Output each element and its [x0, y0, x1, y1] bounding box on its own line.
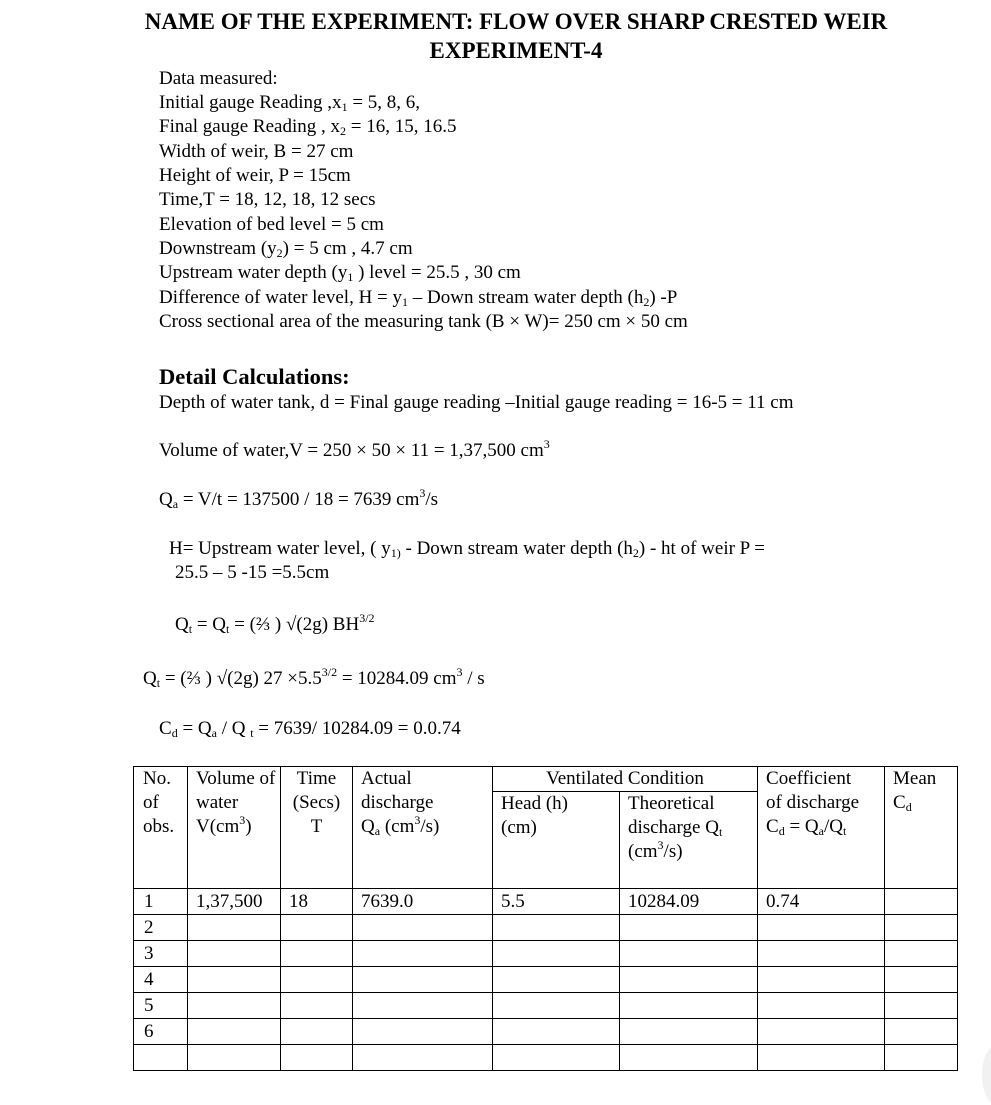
table-row: [134, 889, 958, 915]
cell-actual: [353, 993, 493, 1019]
downstream-depth: Downstream $(y_2) = 5$ cm , 4.7 cm: [159, 238, 413, 260]
cell-head: [493, 1019, 620, 1045]
actual-discharge-calc: $Q_a = V/t = 137500 / 18 = 7639$ $cm^3/s$: [159, 486, 439, 511]
cell-no: 6: [134, 1019, 188, 1045]
coefficient-calc: $C_d = Q_a / Q$ $_t$ = 7639/ 10284.09 = 0.0.74: [159, 718, 461, 740]
header-mean-cd: Mean $C_d$: [885, 767, 958, 889]
cell-time: [281, 993, 353, 1019]
cell-time: [281, 941, 353, 967]
cell-mean: [885, 941, 958, 967]
cell-coef: 0.74: [758, 889, 885, 915]
header-head: Head (h) (cm): [493, 792, 620, 889]
cell-coef: [758, 941, 885, 967]
cell-volume: [188, 1045, 281, 1071]
cell-time: [281, 915, 353, 941]
cell-mean: [885, 1045, 958, 1071]
cell-no: [134, 1045, 188, 1071]
cell-actual: [353, 941, 493, 967]
head-calc: H= Upstream water level, ( $y_{1)}$ - Down stream water depth $(h_2)$ - ht of weir P =: [169, 538, 766, 560]
cell-coef: [758, 1019, 885, 1045]
table-row: [134, 1019, 958, 1045]
cell-time: [281, 967, 353, 993]
cell-no: 5: [134, 993, 188, 1019]
cell-no: 4: [134, 967, 188, 993]
header-volume: Volume of water $V(cm^3)$: [188, 767, 281, 889]
cell-theoretical: [620, 1045, 758, 1071]
cell-head: [493, 915, 620, 941]
cell-theoretical: [620, 993, 758, 1019]
theoretical-discharge-calc: $Q_t$ = (⅔ ) √(2g) $27 \times 5.5^{3/2} = 10284.09$ $cm^3$ / s: [143, 665, 485, 690]
header-actual-discharge: Actual discharge $Q_a$ $(cm^3/s)$: [353, 767, 493, 889]
head-calc-result: 25.5 – 5 -15 =5.5cm: [175, 562, 330, 583]
upstream-depth: Upstream water depth ($y_1$ ) level = 25.5 , 30 cm: [159, 262, 521, 284]
experiment-number: EXPERIMENT-4: [429, 38, 603, 63]
cell-volume: [188, 1019, 281, 1045]
cell-head: 5.5: [493, 889, 620, 915]
time-values: Time,T = 18, 12, 18, 12 secs: [159, 189, 376, 210]
volume-calc: Volume of water,V = 250 × 50 × 11 = 1,37,500 $cm^3$: [159, 437, 550, 461]
table-row: [134, 1045, 958, 1071]
cell-no: 3: [134, 941, 188, 967]
cell-mean: [885, 993, 958, 1019]
cell-head: [493, 967, 620, 993]
cell-coef: [758, 915, 885, 941]
cell-time: [281, 1045, 353, 1071]
cell-coef: [758, 967, 885, 993]
cell-head: [493, 941, 620, 967]
header-theoretical-discharge: Theoretical discharge $Q_t$ $(cm^3/s)$: [620, 792, 758, 889]
cell-theoretical: [620, 915, 758, 941]
tank-depth-calc: Depth of water tank, d = Final gauge reading –Initial gauge reading = 16-5 = 11 cm: [159, 392, 794, 413]
cell-mean: [885, 915, 958, 941]
cell-actual: [353, 1045, 493, 1071]
observation-rows: [134, 889, 958, 1071]
cell-mean: [885, 1019, 958, 1045]
header-coefficient: Coefficient of discharge $C_d = Q_a/Q_t$: [758, 767, 885, 889]
observation-table: [133, 766, 958, 1071]
detail-calculations-heading: Detail Calculations:: [159, 364, 350, 389]
cell-coef: [758, 1045, 885, 1071]
cell-coef: [758, 993, 885, 1019]
weir-width: Width of weir, B = 27 cm: [159, 141, 354, 162]
cell-theoretical: [620, 941, 758, 967]
header-ventilated-condition: Ventilated Condition: [493, 767, 758, 792]
cell-actual: [353, 967, 493, 993]
table-row: [134, 941, 958, 967]
water-level-difference: Difference of water level, $H = y_1$ – Down stream water depth $(h_2)$ -P: [159, 287, 678, 309]
cell-actual: 7639.0: [353, 889, 493, 915]
cell-no: 2: [134, 915, 188, 941]
final-gauge-reading: Final gauge Reading , $x_2 = 16$, 15, 16.5: [159, 116, 457, 138]
table-row: [134, 993, 958, 1019]
tank-cross-section: Cross sectional area of the measuring tank (B × W)= 250 cm × 50 cm: [159, 311, 688, 332]
header-no-of-obs: No. of obs.: [134, 767, 188, 889]
cell-actual: [353, 915, 493, 941]
theoretical-discharge-formula: $Q_t = Q_t$ = (⅔ ) √(2g) $BH^{3/2}$: [175, 611, 375, 636]
cell-head: [493, 993, 620, 1019]
cell-volume: [188, 967, 281, 993]
cell-actual: [353, 1019, 493, 1045]
cell-head: [493, 1045, 620, 1071]
cell-mean: [885, 889, 958, 915]
cell-theoretical: 10284.09: [620, 889, 758, 915]
table-row: [134, 915, 958, 941]
cell-theoretical: [620, 1019, 758, 1045]
cell-volume: [188, 915, 281, 941]
page-title: NAME OF THE EXPERIMENT: FLOW OVER SHARP CRESTED WEIR: [144, 9, 888, 34]
cell-time: [281, 1019, 353, 1045]
weir-height: Height of weir, P = 15cm: [159, 165, 351, 186]
cell-theoretical: [620, 967, 758, 993]
cell-no: 1: [134, 889, 188, 915]
cell-volume: 1,37,500: [188, 889, 281, 915]
initial-gauge-reading: Initial gauge Reading $,x_1 = 5$, 8, 6,: [159, 92, 421, 114]
data-measured-label: Data measured:: [159, 68, 278, 89]
table-row: [134, 967, 958, 993]
cell-volume: [188, 993, 281, 1019]
bed-elevation: Elevation of bed level = 5 cm: [159, 214, 384, 235]
cell-volume: [188, 941, 281, 967]
cell-time: 18: [281, 889, 353, 915]
header-time: Time (Secs) T: [281, 767, 353, 889]
cell-mean: [885, 967, 958, 993]
page-corner-shadow: [982, 1045, 991, 1105]
